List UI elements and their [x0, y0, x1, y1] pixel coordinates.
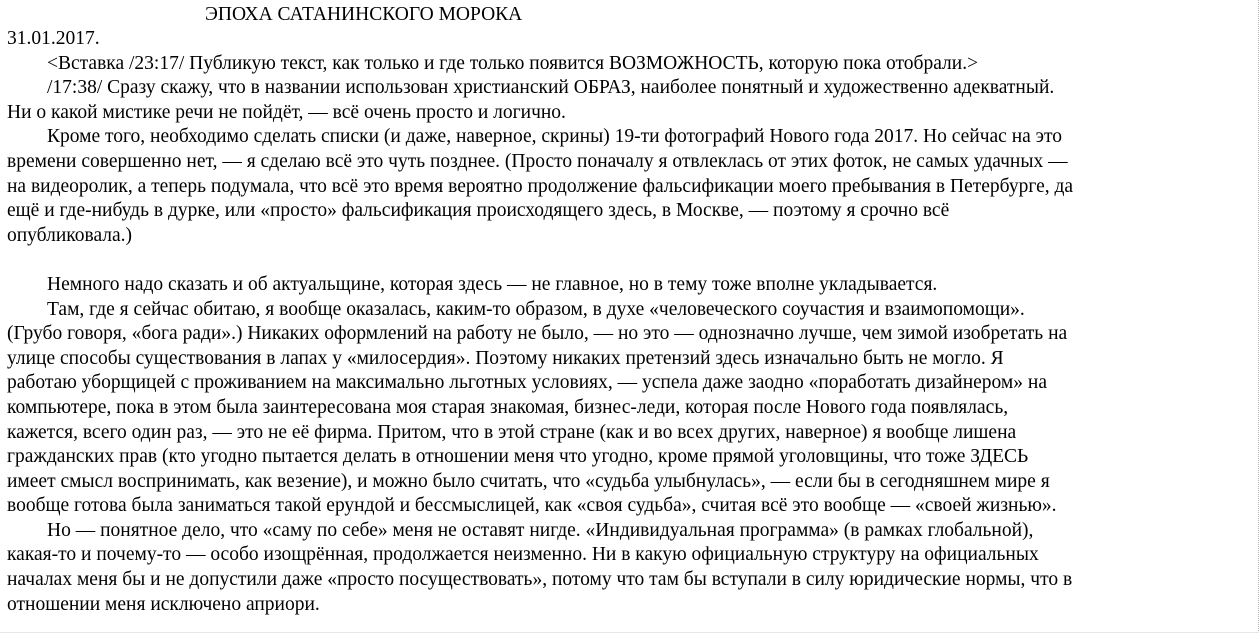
text-line: кажется, всего один раз, — это не её фирма. Притом, что в этой стране (как и во всех других, наверное) я вообще лишена: [7, 421, 1017, 443]
text-line: Немного надо сказать и об актуальщине, которая здесь — не главное, но в тему тоже вполне укладывается.: [47, 273, 938, 295]
text-line: Но — понятное дело, что «саму по себе» меня не оставят нигде. «Индивидуальная программа» (в рамках глобальной),: [47, 519, 1034, 541]
text-line: работаю уборщицей с проживанием на максимально льготных условиях, — успела даже заодно «поработать дизайнером» на: [7, 372, 1047, 394]
text-line: Кроме того, необходимо сделать списки (и даже, наверное, скрины) 19-ти фотографий Нового года 2017. Но сейчас на это: [47, 126, 1063, 148]
text-line: времени совершенно нет, — я сделаю всё это чуть позднее. (Просто поначалу я отвлеклась от этих фоток, не самых удачных —: [7, 150, 1068, 172]
document-date: 31.01.2017.: [7, 28, 100, 49]
blank-line: [7, 248, 1259, 273]
document-title: ЭПОХА САТАНИНСКОГО МОРОКА: [205, 4, 523, 25]
text-line: отношении меня исключено априори.: [7, 593, 320, 615]
text-line: улице способы существования в лапах у «милосердия». Поэтому никаких претензий здесь изначально быть не могло. Я: [7, 347, 1004, 369]
text-line: какая-то и почему-то — особо изощрённая, продолжается неизменно. Ни в какую официальную структуру на официальных: [7, 544, 1039, 566]
text-line: на видеоролик, а теперь подумала, что всё это время вероятно продолжение фальсификации моего пребывания в Петербурге, да: [7, 175, 1074, 197]
text-line: вообще готова была заниматься такой ерундой и бессмыслицей, как «своя судьба», считая всё это вообще — «своей жизнью».: [7, 495, 1057, 517]
text-line: Ни о какой мистике речи не пойдёт, — всё очень просто и логично.: [7, 101, 566, 123]
text-line: /17:38/ Сразу скажу, что в названии использован христианский ОБРАЗ, наиболее понятный и художественно адекватный.: [47, 77, 1055, 99]
text-line: началах меня бы и не допустили даже «просто посуществовать», потому что там бы вступали в силу юридические нормы, что в: [7, 569, 1073, 591]
text-line: компьютере, пока в этом была заинтересована моя старая знакомая, бизнес-леди, которая после Нового года появлялась,: [7, 396, 1009, 418]
text-line: ещё и где-нибудь в дурке, или «просто» фальсификация происходящего здесь, в Москве, — поэтому я срочно всё: [7, 200, 950, 222]
text-line: имеет смысл воспринимать, как везение), и можно было считать, что «судьба улыбнулась», — если бы в сегодняшнем мире я: [7, 470, 1050, 492]
text-line: опубликовала.): [7, 224, 133, 246]
text-line: <Вставка /23:17/ Публикую текст, как только и где только появится ВОЗМОЖНОСТЬ, которую пока отобрали.>: [47, 52, 979, 74]
text-line: Там, где я сейчас обитаю, я вообще оказалась, каким-то образом, в духе «человеческого соучастия и взаимопомощи».: [47, 298, 1025, 320]
text-line: (Грубо говоря, «бога ради».) Никаких оформлений на работу не было, — но это — однозначно лучше, чем зимой изобретать на: [7, 323, 1068, 345]
text-line: гражданских прав (кто угодно пытается делать в отношении меня что угодно, кроме прямой уголовщины, что тоже ЗДЕСЬ: [7, 446, 1029, 468]
